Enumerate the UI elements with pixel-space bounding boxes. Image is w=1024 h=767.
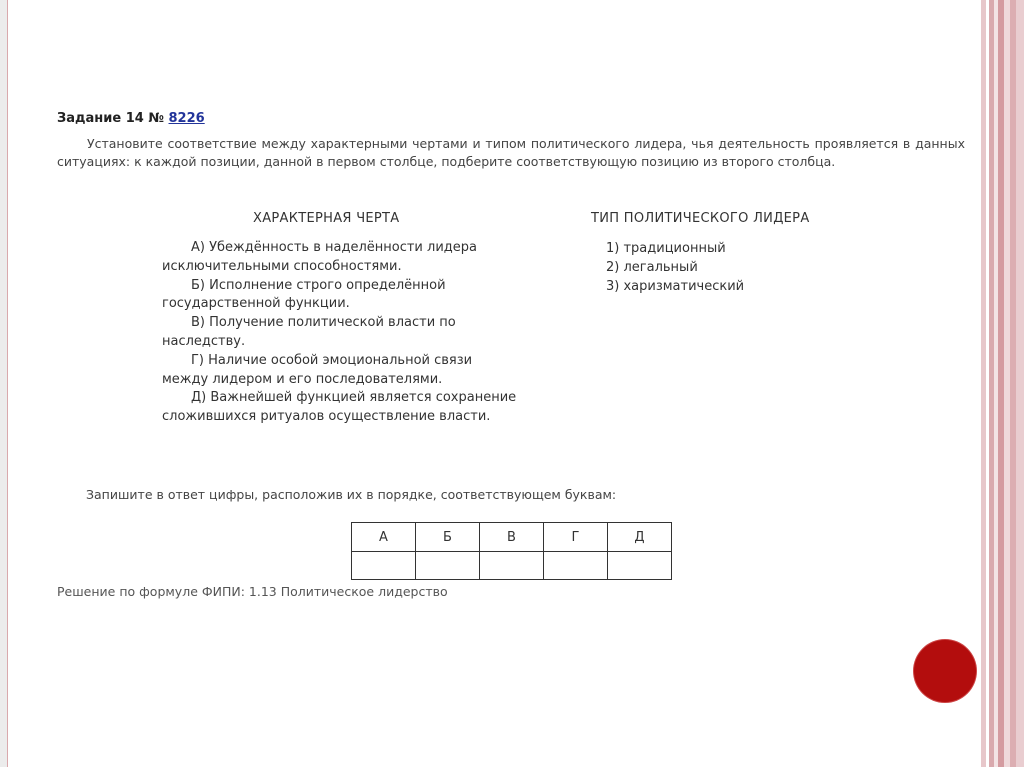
answer-input-cell[interactable] — [352, 552, 416, 580]
feature-item: Г) Наличие особой эмоциональной связи между лидером и его последователями. — [162, 352, 473, 387]
feature-item: Д) Важнейшей функцией является сохранение сложившихся ритуалов осуществление власти. — [162, 390, 517, 425]
features-column-header: ХАРАКТЕРНАЯ ЧЕРТА — [253, 211, 400, 226]
leader-types-list — [606, 239, 744, 296]
features-list — [162, 239, 522, 427]
answer-header-cell: Д — [608, 523, 672, 552]
cropped-text: Решение по формуле ФИПИ: 1.13 Политическое лидерство — [57, 584, 448, 599]
answer-input-cell[interactable] — [416, 552, 480, 580]
answer-header-cell: Г — [544, 523, 608, 552]
task-title — [57, 111, 205, 126]
answer-input-cell[interactable] — [608, 552, 672, 580]
answer-input-cell[interactable] — [544, 552, 608, 580]
answer-prompt: Запишите в ответ цифры, расположив их в порядке, соответствующем буквам: — [86, 487, 617, 502]
leader-type-item: 2) легальный — [606, 260, 698, 275]
feature-item: Б) Исполнение строго определённой государственной функции. — [162, 277, 446, 312]
answer-table — [351, 522, 672, 580]
answer-header-row — [352, 523, 672, 552]
leader-type-item: 1) традиционный — [606, 241, 726, 256]
feature-item: А) Убеждённость в наделённости лидера исключительными способностями. — [162, 240, 477, 274]
answer-header-cell: А — [352, 523, 416, 552]
answer-header-cell: Б — [416, 523, 480, 552]
answer-header-cell: В — [480, 523, 544, 552]
answer-input-cell[interactable] — [480, 552, 544, 580]
answer-input-row — [352, 552, 672, 580]
task-label: Задание 14 № — [57, 111, 164, 126]
types-column-header: ТИП ПОЛИТИЧЕСКОГО ЛИДЕРА — [591, 211, 810, 226]
leader-type-item: 3) харизматический — [606, 279, 745, 294]
task-instructions: Установите соответствие между характерными чертами и типом политического лидера, чья деятельность проявляется в данных ситуациях: к каждой позиции, данной в первом столбце, подберите соответствующую позицию из второго столбца. — [57, 136, 965, 169]
feature-item: В) Получение политической власти по наследству. — [162, 315, 456, 349]
red-circle-decoration — [914, 640, 976, 702]
task-number-link[interactable]: 8226 — [168, 111, 205, 126]
cropped-text-line — [57, 584, 448, 599]
